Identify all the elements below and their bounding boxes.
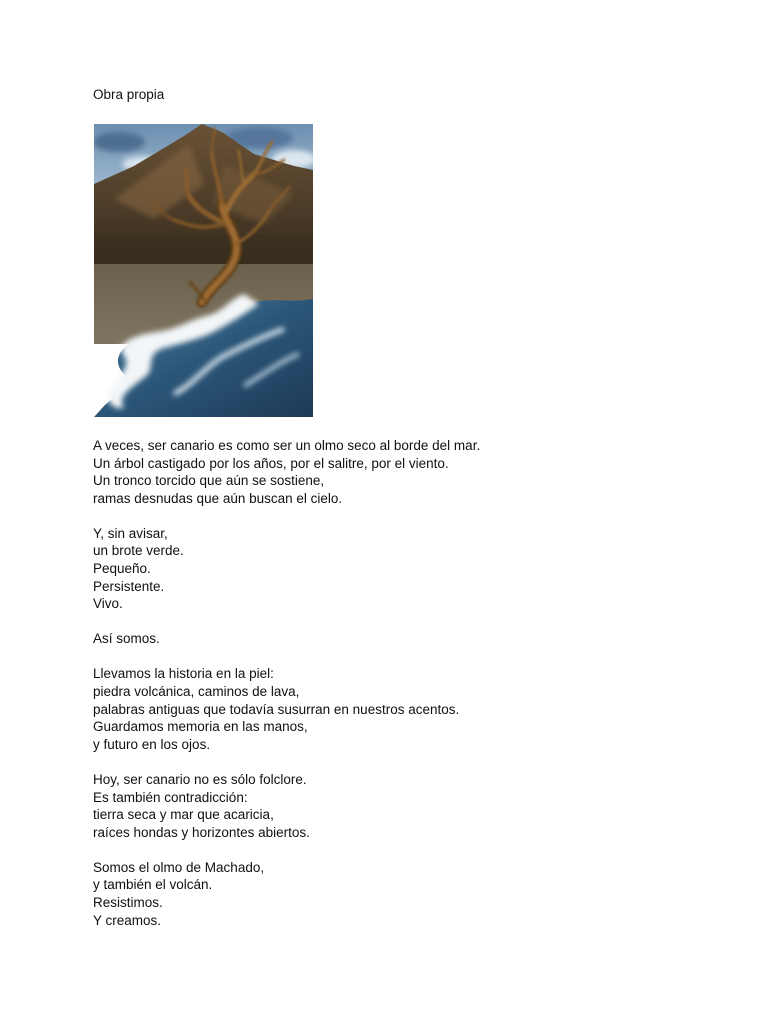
poem-line: raíces hondas y horizontes abiertos.: [93, 824, 310, 840]
poem-line: Vivo.: [93, 596, 123, 612]
poem-stanza: [93, 437, 713, 507]
poem-line: Es también contradicción:: [93, 789, 248, 805]
poem-stanza: [93, 630, 713, 648]
poem-stanza: [93, 859, 713, 929]
poem-line: palabras antiguas que todavía susurran en nuestros acentos.: [93, 701, 460, 717]
poem-stanza: [93, 771, 713, 841]
poem-stanza: [93, 665, 713, 753]
tree-by-the-sea-painting: [94, 124, 313, 417]
poem-line: Persistente.: [93, 578, 165, 594]
document-page: [93, 86, 713, 947]
poem-line: Así somos.: [93, 631, 160, 647]
poem-line: y también el volcán.: [93, 877, 213, 893]
poem-line: Un tronco torcido que aún se sostiene,: [93, 473, 325, 489]
poem-line: Pequeño.: [93, 561, 151, 577]
poem-line: Y creamos.: [93, 912, 162, 928]
poem-line: un brote verde.: [93, 543, 184, 559]
poem-line: Guardamos memoria en las manos,: [93, 719, 308, 735]
poem-line: ramas desnudas que aún buscan el cielo.: [93, 490, 343, 506]
poem-line: Hoy, ser canario no es sólo folclore.: [93, 771, 307, 787]
poem-stanza: [93, 525, 713, 613]
poem-line: Somos el olmo de Machado,: [93, 859, 265, 875]
poem-line: Y, sin avisar,: [93, 525, 168, 541]
poem-line: Un árbol castigado por los años, por el salitre, por el viento.: [93, 455, 449, 471]
poem-line: piedra volcánica, caminos de lava,: [93, 684, 300, 700]
poem-line: tierra seca y mar que acaricia,: [93, 807, 274, 823]
image-caption: Obra propia: [93, 87, 165, 102]
poem-line: A veces, ser canario es como ser un olmo seco al borde del mar.: [93, 438, 481, 453]
poem: [93, 437, 713, 929]
poem-line: Llevamos la historia en la piel:: [93, 666, 274, 682]
poem-line: Resistimos.: [93, 894, 163, 910]
poem-line: y futuro en los ojos.: [93, 736, 211, 752]
